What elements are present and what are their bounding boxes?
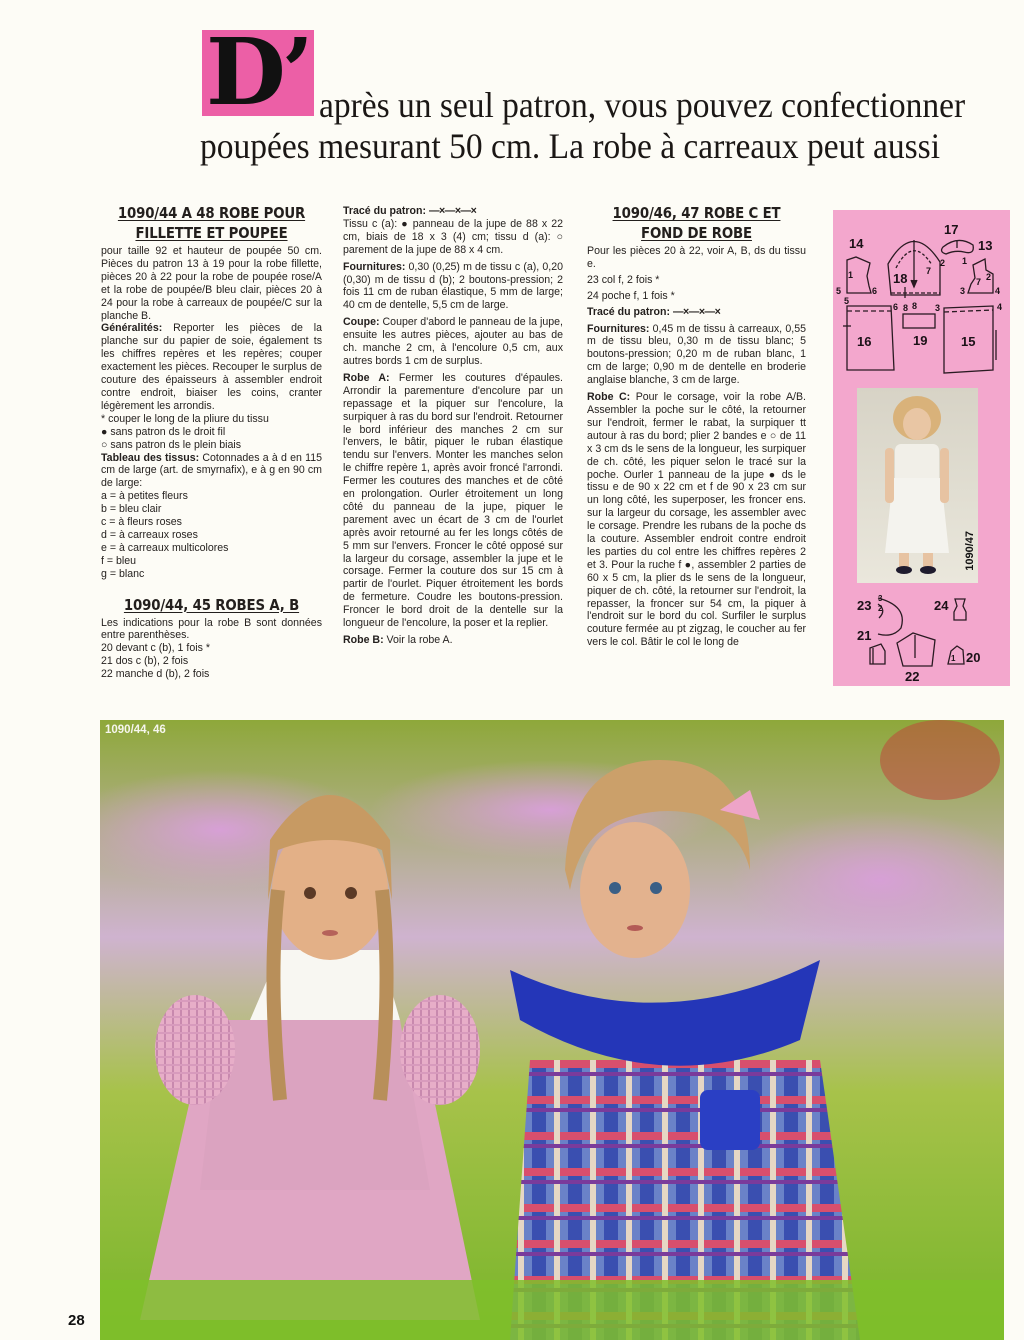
svg-text:20: 20 bbox=[966, 650, 981, 665]
fournitures-label: Fournitures: bbox=[587, 322, 650, 335]
svg-text:4: 4 bbox=[997, 302, 1003, 312]
piece-24: 24 poche f, 1 fois * bbox=[587, 289, 675, 302]
svg-text:3: 3 bbox=[935, 303, 941, 313]
svg-text:6: 6 bbox=[872, 286, 878, 296]
svg-text:8: 8 bbox=[912, 301, 918, 311]
svg-text:6: 6 bbox=[893, 302, 899, 312]
fabric-e: e = à carreaux multicolores bbox=[101, 541, 229, 554]
svg-text:23: 23 bbox=[857, 598, 872, 613]
fournitures-text: 0,30 (0,25) m de tissu c (a), 0,20 (0,30) m de tissu d (b); 2 boutons-pression; 2 fois 11 cm de ruban élastique, 5 mm de large; 40 cm de dentelle, 5,5 cm de large. bbox=[343, 260, 563, 312]
svg-text:5: 5 bbox=[836, 286, 842, 296]
note-bias: ○ sans patron ds le plein biais bbox=[101, 438, 242, 451]
doll-pattern-pieces-diagram bbox=[833, 588, 1010, 686]
fournitures-label: Fournitures: bbox=[343, 260, 406, 273]
fabric-a: a = à petites fleurs bbox=[101, 490, 188, 503]
robe-b-label: Robe B: bbox=[343, 634, 384, 646]
slip-photo-label: 1090/47 bbox=[964, 531, 976, 571]
trace-symbol: —×—×—× bbox=[428, 205, 477, 217]
trace-line bbox=[343, 205, 563, 218]
fabric-f: f = bleu bbox=[101, 554, 137, 567]
section-title-robe-fillette: 1090/44 A 48 ROBE POUR FILLETTE ET POUPEE bbox=[117, 204, 306, 242]
intro-line-1: après un seul patron, vous pouvez confectionner bbox=[319, 85, 966, 125]
tissu-paragraph: Tissu c (a): ● panneau de la jupe de 88 x 22 cm, biais de 18 x 3 (4) cm; tissu d (a): ○ parement de la jupe de 88 x 4 cm. bbox=[343, 217, 563, 256]
robe-a-paragraph bbox=[343, 372, 563, 630]
col1-intro2: Les indications pour la robe B sont données entre parenthèses. bbox=[101, 616, 322, 642]
svg-text:15: 15 bbox=[961, 334, 976, 349]
svg-text:1: 1 bbox=[951, 654, 956, 663]
page-number: 28 bbox=[68, 1312, 85, 1329]
pattern-sidebar bbox=[833, 210, 1010, 686]
svg-text:5: 5 bbox=[844, 296, 850, 306]
note-fold: * couper le long de la pliure du tissu bbox=[101, 412, 269, 425]
trace-label: Tracé du patron: bbox=[343, 205, 426, 217]
generalites-paragraph bbox=[101, 322, 322, 412]
fabric-d: d = à carreaux roses bbox=[101, 528, 198, 541]
fournitures-paragraph bbox=[343, 261, 563, 313]
column-3 bbox=[587, 203, 806, 649]
piece-label-14: 14 bbox=[849, 236, 864, 251]
svg-text:3: 3 bbox=[878, 594, 883, 603]
svg-text:17: 17 bbox=[944, 222, 959, 237]
svg-text:16: 16 bbox=[857, 334, 872, 349]
svg-text:4: 4 bbox=[995, 286, 1001, 296]
svg-text:22: 22 bbox=[905, 669, 920, 684]
coupe-label: Coupe: bbox=[343, 316, 380, 329]
two-dolls-on-grass-illustration bbox=[100, 720, 1004, 1340]
robe-c-paragraph bbox=[587, 391, 806, 649]
col3-intro: Pour les pièces 20 à 22, voir A, B, ds du tissu e. bbox=[587, 245, 806, 270]
fabric-b: b = bleu clair bbox=[101, 503, 162, 516]
trace-symbol: —×—×—× bbox=[672, 305, 721, 318]
slip-photo bbox=[857, 388, 978, 583]
svg-text:1: 1 bbox=[962, 256, 968, 266]
robe-a-text: Fermer les coutures d'épaules. Arrondir la parementure d'encolure par un repassage et la piquer sur l'encolure, la surpiquer à ras du bord sur l'endroit. Retourner le bord inférieur des manches 2 cm sur l'envers, le bâtir, piquer le ruban élastique tendu sur l'envers. Monter les manches selon le chiffre repère 1, après avoir froncé l'arrondi. Fermer les coutures des manches et de côté en prolongation. Ourler étroitement un long côté du panneau de la jupe, piquer le parement avec un écart de 3 cm de l'ourlet après avoir retourné au fer les longs côtés de 5 mm sur l'envers. Froncer le côté opposé sur la largeur du corsage, assembler la jupe et le corsage. Fermer la couture dos sur 15 cm à partir de l'ourlet. Piquer étroitement les bords de fermeture. Coudre les boutons-pression. Froncer le bord droit de la dentelle sur la longueur de l'encolure, la poser et la replier. bbox=[343, 371, 563, 630]
fabric-c: c = à fleurs roses bbox=[101, 516, 182, 529]
section-title-robe-c: 1090/46, 47 ROBE C ET FOND DE ROBE bbox=[612, 204, 781, 242]
svg-text:2: 2 bbox=[986, 272, 992, 282]
dolls-photo bbox=[100, 720, 1004, 1340]
tissus-label: Tableau des tissus: bbox=[101, 451, 200, 464]
coupe-text: Couper d'abord le panneau de la jupe, ensuite les autres pièces, ajouter au bas de ch. manche 2 cm, à l'encolure 0,5 cm, aux autres bords 1 cm de surplus. bbox=[343, 316, 563, 367]
robe-a-label: Robe A: bbox=[343, 371, 390, 384]
col1-intro: pour taille 92 et hauteur de poupée 50 cm. Pièces du patron 13 à 19 pour la robe fillette, pièces 20 à 22 pour la robe de poupée rose/A et la robe de poupée/B bleu clair, pièces 20 à 24 pour la robe à carreaux de poupée/C sur la planche B. bbox=[101, 245, 322, 322]
svg-text:7: 7 bbox=[976, 277, 982, 287]
generalites-text: Reporter les pièces de la planche sur du papier de soie, également ts les chiffres repères et les repères; couper exactement les pièces. Recouper le surplus de couture des épaisseurs à assembler endroit contre endroit, biaiser les coins, cranter légèrement les arrondis. bbox=[101, 322, 322, 412]
svg-text:24: 24 bbox=[934, 598, 949, 613]
piece-20: 20 devant c (b), 1 fois * bbox=[101, 642, 210, 655]
svg-text:13: 13 bbox=[978, 238, 993, 253]
svg-text:2: 2 bbox=[878, 604, 883, 613]
fournitures-paragraph bbox=[587, 323, 806, 388]
robe-c-text: Pour le corsage, voir la robe A/B. Assembler la poche sur le côté, la retourner sur l'endroit, fermer le rabat, la surpiquer tt autour à ras du bord; plier 2 bandes e ○ de 11 x 3 cm ds le sens de la longueur, les surpiquer de ch. côté, les piquer selon le tracé sur la poche. Ourler 1 panneau de la jupe ● ds le tissu e de 90 x 22 cm et f de 90 x 23 cm sur un long côté, les superposer, les froncer ens. sur la largeur du corsage, les assembler avec le corsage. Prendre les rubans de la poche ds la couture. Assembler endroit contre endroit les parties du col entre les chiffres repères 2 et 3. Pour la ruche f ●, assembler 2 parties de 60 x 5 cm, la plier ds le sens de la longueur, piquer de ch. côté, la retourner sur l'endroit, la repasser, la froncer sur 54 cm, la piquer à l'endroit sur le bord du col. Surfiler le surplus couture fermée au pt zigzag, le coucher au fer vers le col. Bâtir le col le long de bbox=[587, 391, 807, 649]
svg-text:3: 3 bbox=[960, 286, 966, 296]
fournitures-text: 0,45 m de tissu à carreaux, 0,55 m de tissu bleu, 0,30 m de tissu blanc; 5 boutons-pression; 0,20 m de ruban blanc, 1 cm de large; 0,90 m de dentelle en broderie anglaise blanche, 3 cm de large. bbox=[587, 322, 806, 387]
svg-text:19: 19 bbox=[913, 333, 928, 348]
trace-label: Tracé du patron: bbox=[587, 305, 670, 318]
svg-text:21: 21 bbox=[857, 628, 872, 643]
svg-text:2: 2 bbox=[940, 258, 946, 268]
column-1 bbox=[101, 203, 322, 681]
tissus-text: Cotonnades a à d en 115 cm de large (art. de smyrnafix), e à g en 90 cm de large: bbox=[101, 451, 322, 490]
piece-23: 23 col f, 2 fois * bbox=[587, 273, 660, 286]
svg-text:8: 8 bbox=[903, 303, 909, 313]
column-2 bbox=[343, 205, 563, 647]
dropcap-letter: D’ bbox=[206, 18, 310, 126]
svg-text:7: 7 bbox=[926, 266, 932, 276]
piece-22: 22 manche d (b), 2 fois bbox=[101, 668, 210, 681]
note-straight-grain: ● sans patron ds le droit fil bbox=[101, 425, 226, 438]
tissus-paragraph bbox=[101, 452, 322, 491]
coupe-paragraph bbox=[343, 316, 563, 368]
piece-21: 21 dos c (b), 2 fois bbox=[101, 655, 189, 668]
trace-line bbox=[587, 306, 806, 319]
robe-b-text: Voir la robe A. bbox=[383, 634, 453, 646]
fabric-g: g = blanc bbox=[101, 567, 145, 580]
robe-c-label: Robe C: bbox=[587, 391, 631, 404]
svg-text:18: 18 bbox=[893, 271, 908, 286]
photo-reference-label: 1090/44, 46 bbox=[105, 724, 166, 736]
svg-text:1: 1 bbox=[848, 270, 854, 280]
intro-heading bbox=[200, 18, 1024, 170]
intro-line-2: poupées mesurant 50 cm. La robe à carreaux peut aussi bbox=[200, 126, 941, 166]
generalites-label: Généralités: bbox=[101, 322, 163, 335]
pattern-pieces-diagram bbox=[833, 210, 1010, 380]
doll-in-slip-illustration bbox=[857, 388, 978, 583]
section-title-robes-ab: 1090/44, 45 ROBES A, B bbox=[123, 595, 300, 614]
robe-b-paragraph bbox=[343, 634, 563, 647]
